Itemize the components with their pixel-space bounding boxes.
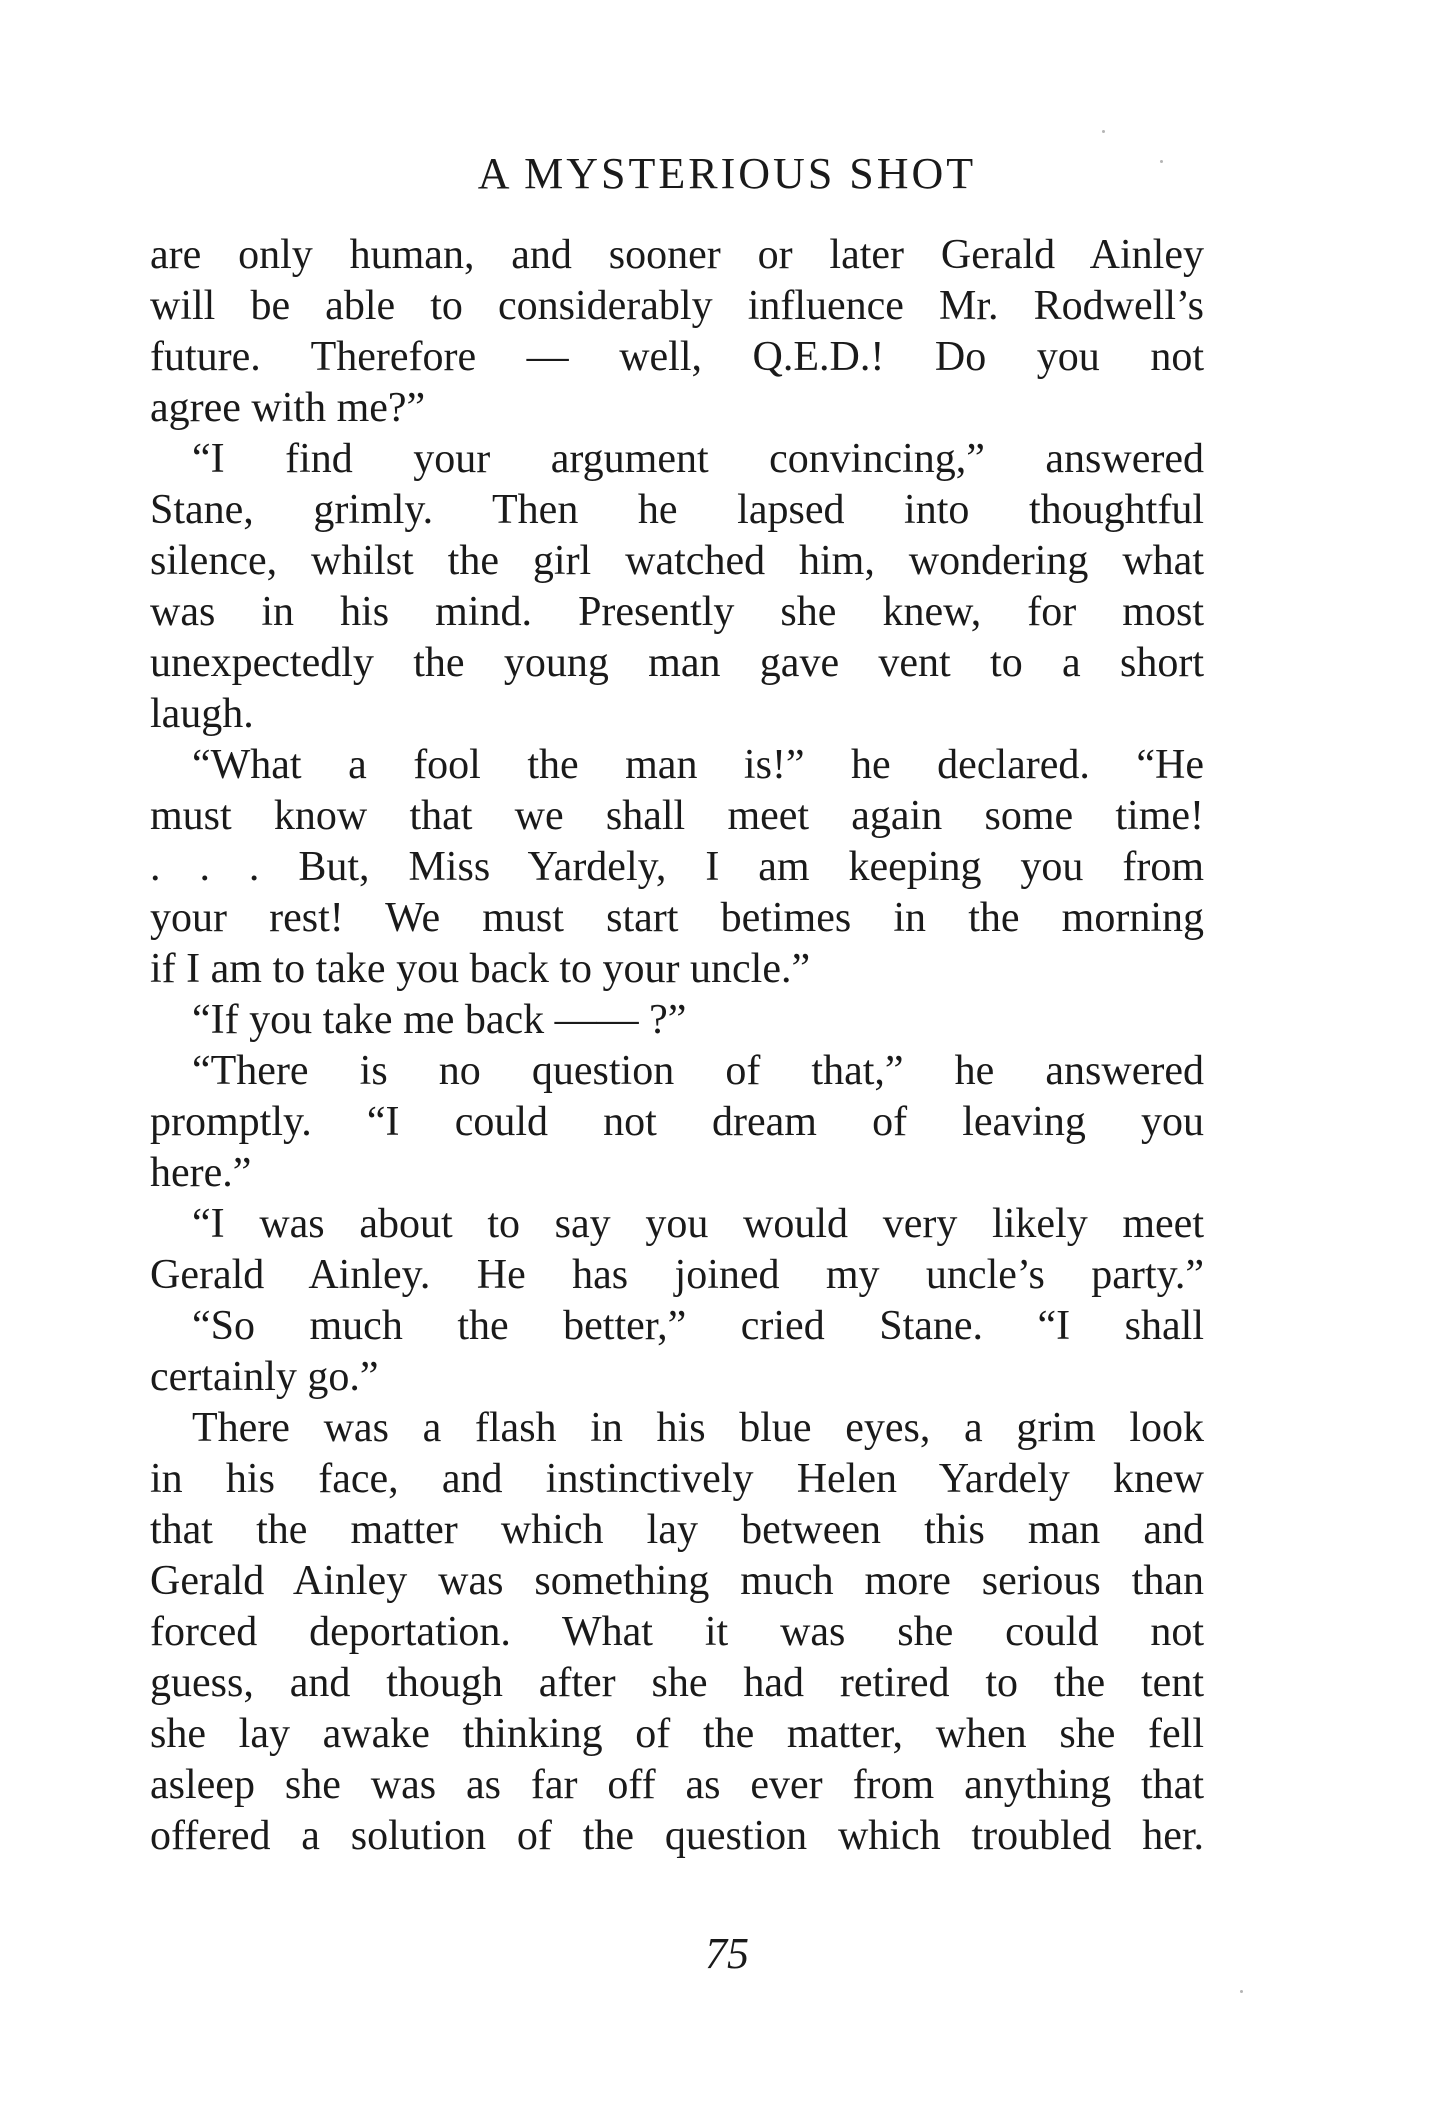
text-line: “I was about to say you would very likely meet <box>192 1201 1204 1247</box>
text-line: . . . But, Miss Yardely, I am keeping you from <box>150 844 1204 890</box>
paper-speck <box>1240 1990 1243 1993</box>
text-line: are only human, and sooner or later Gerald Ainley <box>150 232 1204 278</box>
text-line: must know that we shall meet again some time! <box>150 793 1204 839</box>
text-line: was in his mind. Presently she knew, for most <box>150 589 1204 635</box>
text-line: laugh. <box>150 691 254 737</box>
text-line: There was a flash in his blue eyes, a grim look <box>192 1405 1204 1451</box>
text-line: Gerald Ainley was something much more serious than <box>150 1558 1204 1604</box>
running-head: A MYSTERIOUS SHOT <box>477 149 977 198</box>
page-number: 75 <box>705 1929 749 1978</box>
text-line: Gerald Ainley. He has joined my uncle’s party.” <box>150 1252 1204 1298</box>
text-line: your rest! We must start betimes in the morning <box>150 895 1204 941</box>
text-line: “What a fool the man is!” he declared. “He <box>192 742 1204 788</box>
text-line: if I am to take you back to your uncle.” <box>150 946 811 992</box>
text-line: that the matter which lay between this man and <box>150 1507 1204 1553</box>
text-line: here.” <box>150 1150 252 1196</box>
text-line: agree with me?” <box>150 385 426 431</box>
text-line: guess, and though after she had retired to the tent <box>150 1660 1204 1706</box>
text-line: promptly. “I could not dream of leaving you <box>150 1099 1204 1145</box>
text-line: “If you take me back —— ?” <box>192 997 687 1043</box>
text-line: silence, whilst the girl watched him, wondering what <box>150 538 1204 584</box>
text-line: Stane, grimly. Then he lapsed into thoughtful <box>150 487 1204 533</box>
body-text <box>150 230 1204 1862</box>
text-line: will be able to considerably influence Mr. Rodwell’s <box>150 283 1204 329</box>
paper-speck <box>1102 130 1105 133</box>
text-line: she lay awake thinking of the matter, when she fell <box>150 1711 1204 1757</box>
text-line: certainly go.” <box>150 1354 379 1400</box>
paper-speck <box>1160 160 1163 163</box>
text-line: “There is no question of that,” he answered <box>192 1048 1204 1094</box>
text-line: “So much the better,” cried Stane. “I shall <box>192 1303 1204 1349</box>
text-line: “I find your argument convincing,” answered <box>192 436 1204 482</box>
text-line: offered a solution of the question which troubled her. <box>150 1813 1204 1859</box>
text-line: unexpectedly the young man gave vent to a short <box>150 640 1204 686</box>
text-line: asleep she was as far off as ever from anything that <box>150 1762 1204 1808</box>
text-line: in his face, and instinctively Helen Yardely knew <box>150 1456 1204 1502</box>
text-line: future. Therefore — well, Q.E.D.! Do you not <box>150 334 1204 380</box>
text-line: forced deportation. What it was she could not <box>150 1609 1204 1655</box>
